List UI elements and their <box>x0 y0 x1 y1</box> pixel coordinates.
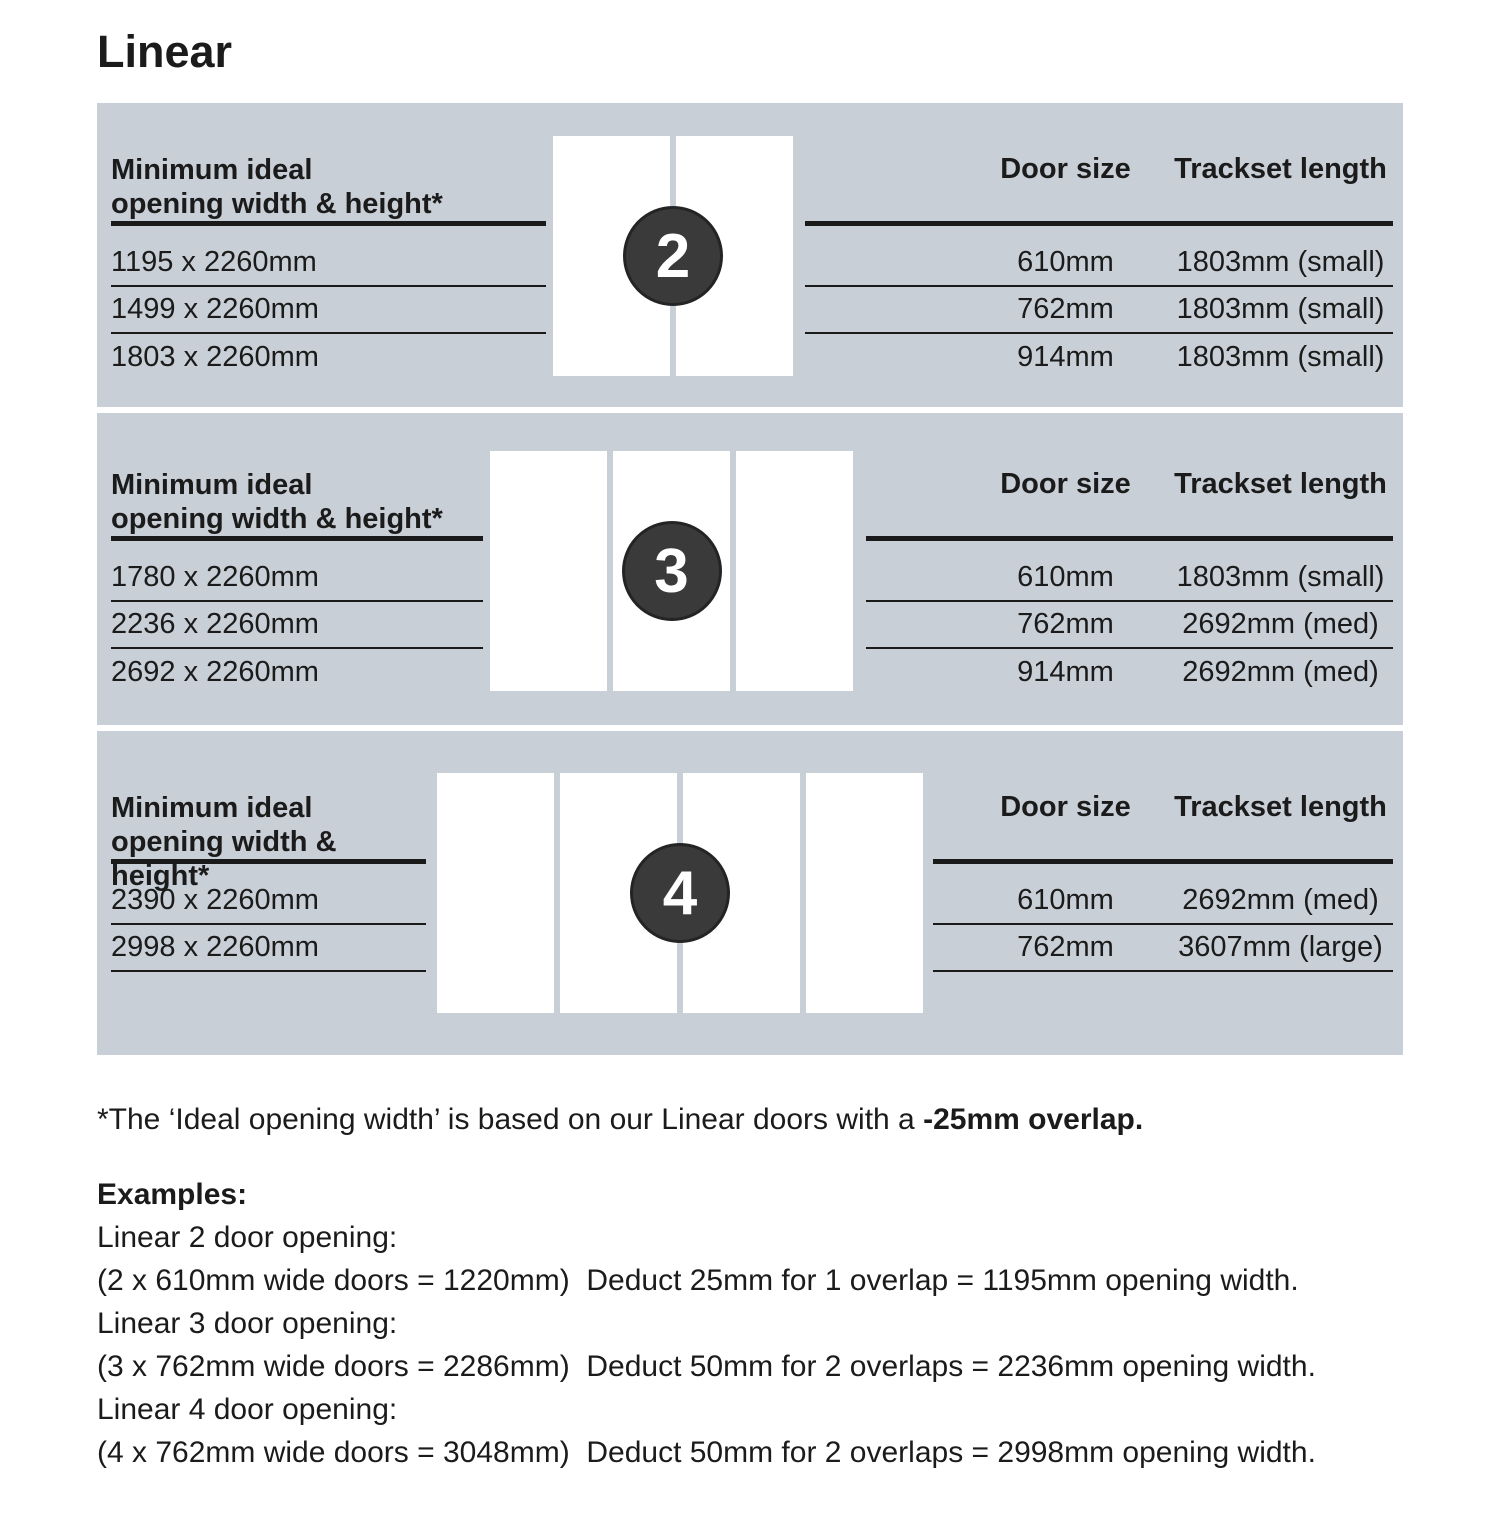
opening-header-line2: opening width & height* <box>111 503 443 535</box>
trackset-table <box>933 791 1393 972</box>
door-size-header: Door size <box>1000 791 1131 823</box>
example-line: Linear 3 door opening: <box>97 1307 398 1340</box>
section-3-door <box>97 407 1403 725</box>
opening-table-header <box>111 153 546 221</box>
opening-rows <box>111 226 546 381</box>
trackset-table <box>805 153 1393 381</box>
door-panel <box>736 451 853 691</box>
door-size-header: Door size <box>1000 153 1131 185</box>
door-size-header: Door size <box>1000 468 1131 500</box>
trackset-rows <box>805 226 1393 381</box>
door-panel <box>806 773 923 1013</box>
overlap-footnote <box>97 1103 1403 1137</box>
trackset-row <box>805 334 1393 381</box>
opening-row: 1499 x 2260mm <box>111 287 546 334</box>
opening-row: 2692 x 2260mm <box>111 656 319 688</box>
trackset-row <box>866 649 1393 696</box>
door-size-cell: 610mm <box>1017 884 1114 916</box>
footnote-bold: -25mm overlap. <box>923 1103 1144 1136</box>
opening-row: 1780 x 2260mm <box>111 555 483 602</box>
trackset-table <box>866 468 1393 696</box>
trackset-length-cell: 2692mm (med) <box>1182 884 1379 916</box>
trackset-length-cell: 1803mm (small) <box>1176 341 1385 373</box>
trackset-row <box>933 925 1393 972</box>
trackset-length-cell: 1803mm (small) <box>1176 293 1385 325</box>
door-size-cell: 762mm <box>1017 608 1114 640</box>
trackset-length-header: Trackset length <box>1174 791 1387 823</box>
page <box>97 26 1403 1474</box>
trackset-rows <box>933 864 1393 972</box>
opening-row: 2390 x 2260mm <box>111 878 426 925</box>
page-title: Linear <box>97 26 233 77</box>
trackset-row <box>866 555 1393 602</box>
example-line: (4 x 762mm wide doors = 3048mm) Deduct 50mm for 2 overlaps = 2998mm opening width. <box>97 1436 1316 1469</box>
trackset-table-header <box>933 791 1393 859</box>
opening-row: 2236 x 2260mm <box>111 602 483 649</box>
opening-header-line1: Minimum ideal <box>111 469 313 501</box>
door-size-cell: 610mm <box>1017 246 1114 278</box>
trackset-length-cell: 2692mm (med) <box>1182 608 1379 640</box>
door-count-badge: 2 <box>623 206 723 306</box>
door-diagram-2 <box>553 136 793 376</box>
example-line: Linear 2 door opening: <box>97 1221 398 1254</box>
door-panel <box>490 451 607 691</box>
opening-size-table <box>111 468 483 696</box>
door-count-badge: 3 <box>622 521 722 621</box>
trackset-row <box>805 287 1393 334</box>
door-size-cell: 914mm <box>1017 341 1114 373</box>
trackset-length-header: Trackset length <box>1174 468 1387 500</box>
door-size-cell: 762mm <box>1017 293 1114 325</box>
opening-header-line1: Minimum ideal <box>111 792 313 824</box>
trackset-table-header <box>805 153 1393 221</box>
door-diagram-3 <box>490 451 853 691</box>
opening-header-line2: opening width & height* <box>111 188 443 220</box>
door-panel <box>437 773 554 1013</box>
trackset-row <box>805 240 1393 287</box>
trackset-length-cell: 3607mm (large) <box>1178 931 1383 963</box>
example-line: (3 x 762mm wide doors = 2286mm) Deduct 50mm for 2 overlaps = 2236mm opening width. <box>97 1350 1316 1383</box>
examples-block <box>97 1173 1403 1474</box>
section-4-door <box>97 725 1403 1055</box>
trackset-rows <box>866 541 1393 696</box>
footnote-text: *The ‘Ideal opening width’ is based on our Linear doors with a <box>97 1103 924 1136</box>
sizing-guide-panel <box>97 103 1403 1055</box>
opening-header-line2: opening width & height* <box>111 826 337 892</box>
opening-row: 2998 x 2260mm <box>111 925 426 972</box>
section-2-door <box>97 103 1403 407</box>
trackset-length-cell: 1803mm (small) <box>1176 246 1385 278</box>
door-diagram-4 <box>437 773 923 1013</box>
door-size-cell: 762mm <box>1017 931 1114 963</box>
examples-heading: Examples: <box>97 1178 248 1211</box>
opening-row: 1195 x 2260mm <box>111 240 546 287</box>
opening-size-table <box>111 791 426 972</box>
trackset-row <box>933 878 1393 925</box>
trackset-table-header <box>866 468 1393 536</box>
door-size-cell: 914mm <box>1017 656 1114 688</box>
opening-row: 1803 x 2260mm <box>111 341 319 373</box>
example-line: Linear 4 door opening: <box>97 1393 398 1426</box>
door-count-badge: 4 <box>630 843 730 943</box>
opening-size-table <box>111 153 546 381</box>
trackset-row <box>866 602 1393 649</box>
example-line: (2 x 610mm wide doors = 1220mm) Deduct 25mm for 1 overlap = 1195mm opening width. <box>97 1264 1299 1297</box>
trackset-length-header: Trackset length <box>1174 153 1387 185</box>
opening-header-line1: Minimum ideal <box>111 154 313 186</box>
door-size-cell: 610mm <box>1017 561 1114 593</box>
opening-table-header <box>111 791 426 892</box>
opening-table-header <box>111 468 483 536</box>
opening-rows <box>111 541 483 696</box>
trackset-length-cell: 1803mm (small) <box>1176 561 1385 593</box>
trackset-length-cell: 2692mm (med) <box>1182 656 1379 688</box>
